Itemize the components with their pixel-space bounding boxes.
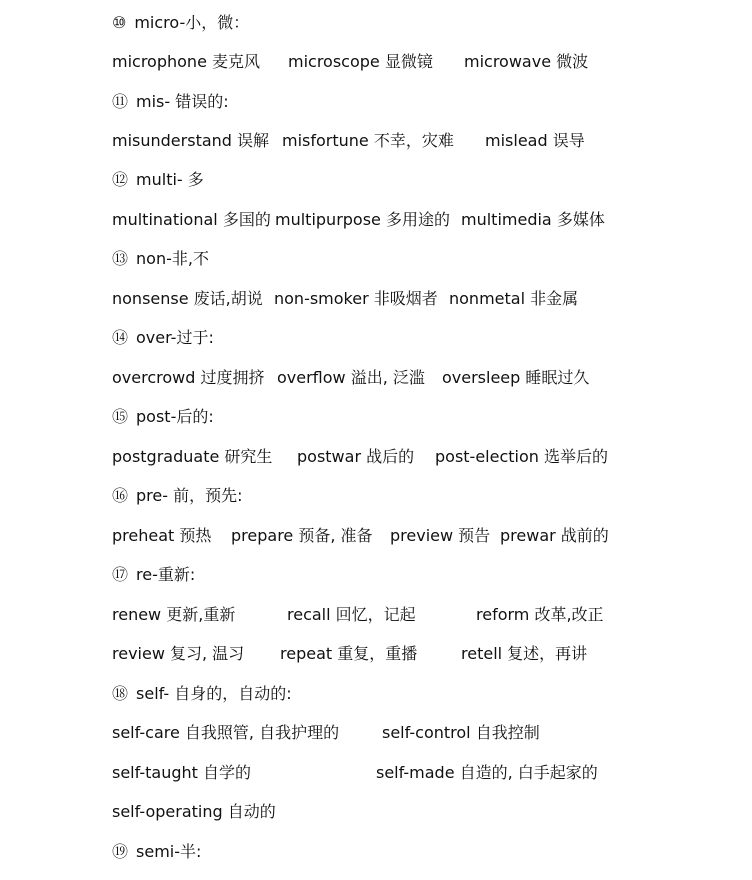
example-word: renew 更新,重新 bbox=[112, 605, 236, 624]
example-word: misunderstand 误解 bbox=[112, 131, 270, 150]
example-word: self-operating 自动的 bbox=[112, 802, 276, 821]
prefix-heading bbox=[112, 89, 229, 115]
example-word: reform 改革,改正 bbox=[476, 605, 604, 624]
example-word: overcrowd 过度拥挤 bbox=[112, 368, 265, 387]
example-word: overflow 溢出, 泛滥 bbox=[277, 368, 425, 387]
heading-text: multi- 多 bbox=[136, 170, 204, 189]
prefix-heading bbox=[112, 246, 209, 272]
example-word: review 复习, 温习 bbox=[112, 644, 245, 663]
item-number: ⑫ bbox=[112, 170, 129, 189]
item-number: ⑯ bbox=[112, 486, 129, 505]
item-number: ⑬ bbox=[112, 249, 129, 268]
item-number: ⑱ bbox=[112, 684, 129, 703]
example-word: mislead 误导 bbox=[485, 131, 585, 150]
heading-text: micro-小，微： bbox=[134, 13, 250, 32]
heading-text: pre- 前，预先: bbox=[136, 486, 243, 505]
example-word: multipurpose 多用途的 bbox=[275, 210, 450, 229]
item-number: ⑪ bbox=[112, 92, 129, 111]
heading-text: post-后的: bbox=[136, 407, 214, 426]
heading-text: semi-半: bbox=[136, 842, 202, 861]
example-word: non-smoker 非吸烟者 bbox=[274, 289, 438, 308]
prefix-heading bbox=[112, 167, 204, 193]
example-word: repeat 重复，重播 bbox=[280, 644, 418, 663]
prefix-heading bbox=[112, 839, 201, 865]
example-word: microphone 麦克风 bbox=[112, 52, 261, 71]
heading-text: re-重新: bbox=[136, 565, 196, 584]
example-word: self-care 自我照管, 自我护理的 bbox=[112, 723, 340, 742]
item-number: ⑰ bbox=[112, 565, 129, 584]
example-word: misfortune 不幸，灾难 bbox=[282, 131, 454, 150]
example-word: prewar 战前的 bbox=[500, 526, 609, 545]
item-number: ⑩ bbox=[112, 13, 127, 32]
example-word: self-made 自造的, 白手起家的 bbox=[376, 763, 598, 782]
prefix-heading bbox=[112, 10, 249, 36]
example-word: microscope 显微镜 bbox=[288, 52, 433, 71]
heading-text: self- 自身的，自动的: bbox=[136, 684, 292, 703]
example-word: self-control 自我控制 bbox=[382, 723, 540, 742]
prefix-heading bbox=[112, 681, 292, 707]
prefix-heading bbox=[112, 562, 195, 588]
prefix-heading bbox=[112, 325, 214, 351]
example-word: preview 预告 bbox=[390, 526, 491, 545]
example-word: oversleep 睡眠过久 bbox=[442, 368, 590, 387]
example-word: nonsense 废话,胡说 bbox=[112, 289, 263, 308]
example-word: self-taught 自学的 bbox=[112, 763, 252, 782]
example-word: multinational 多国的 bbox=[112, 210, 271, 229]
prefix-heading bbox=[112, 404, 214, 430]
heading-text: over-过于: bbox=[136, 328, 214, 347]
heading-text: non-非,不 bbox=[136, 249, 209, 268]
example-word: microwave 微波 bbox=[464, 52, 589, 71]
example-word: retell 复述，再讲 bbox=[461, 644, 588, 663]
example-word: prepare 预备, 准备 bbox=[231, 526, 373, 545]
prefix-heading bbox=[112, 483, 243, 509]
example-word: preheat 预热 bbox=[112, 526, 212, 545]
example-word: nonmetal 非金属 bbox=[449, 289, 579, 308]
heading-text: mis- 错误的: bbox=[136, 92, 229, 111]
example-word: postgraduate 研究生 bbox=[112, 447, 273, 466]
item-number: ⑮ bbox=[112, 407, 129, 426]
item-number: ⑲ bbox=[112, 842, 129, 861]
example-word: recall 回忆，记起 bbox=[287, 605, 416, 624]
example-word: post-election 选举后的 bbox=[435, 447, 608, 466]
example-word: postwar 战后的 bbox=[297, 447, 415, 466]
example-word: multimedia 多媒体 bbox=[461, 210, 605, 229]
item-number: ⑭ bbox=[112, 328, 129, 347]
